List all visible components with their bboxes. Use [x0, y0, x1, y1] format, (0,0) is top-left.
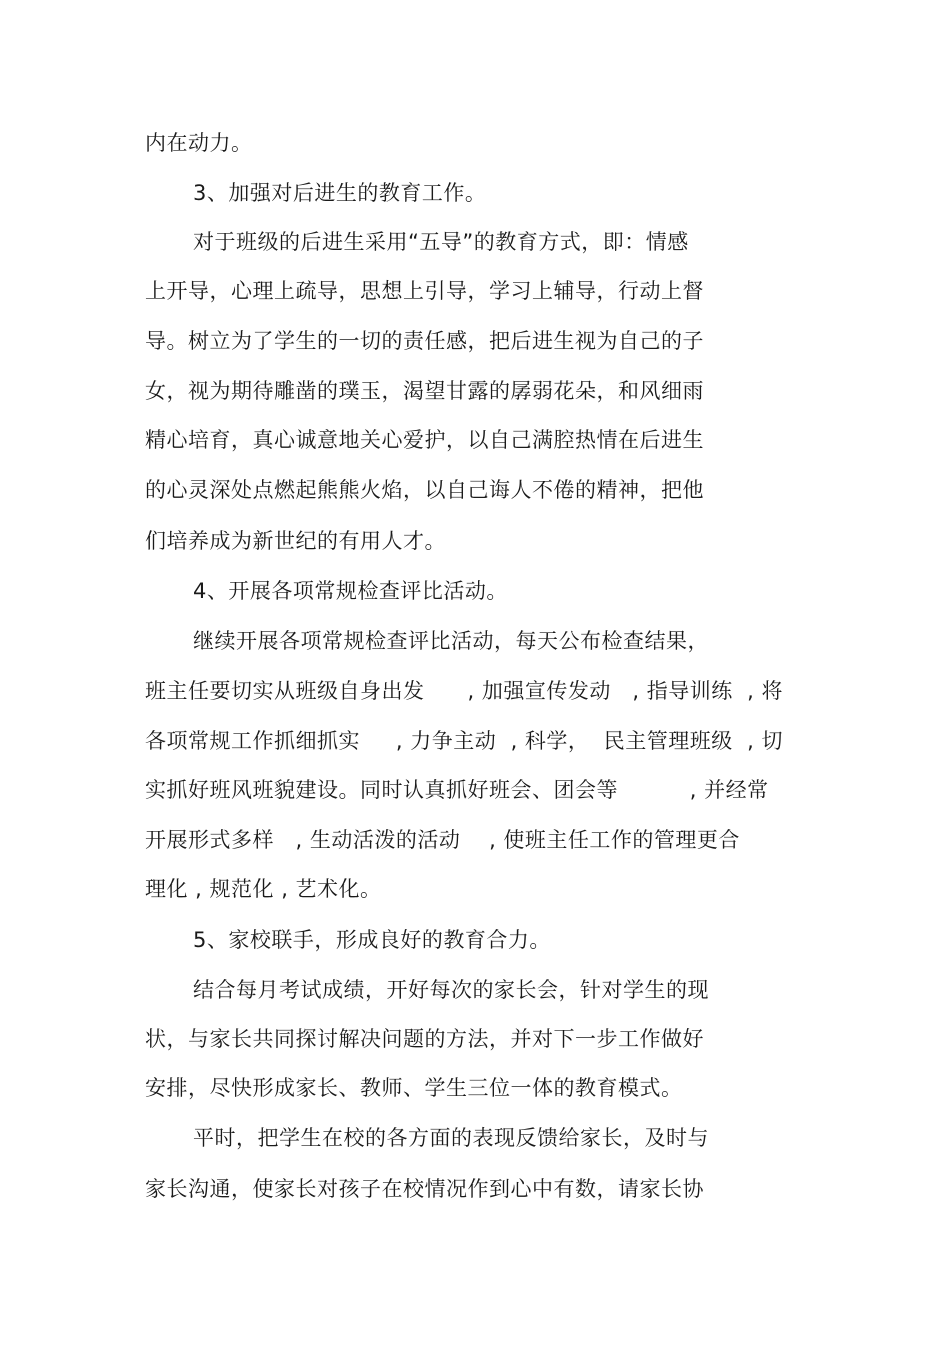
text-line: 实抓好班风班貌建设。同时认真抓好班会、团会等 , 并经常 [145, 778, 769, 802]
text-line: 各项常规工作抓细抓实 , 力争主动 , 科学， 民主管理班级 , 切 [145, 729, 783, 753]
text-line: 上开导，心理上疏导，思想上引导，学习上辅导，行动上督 [145, 279, 704, 303]
text-line: 导。树立为了学生的一切的责任感，把后进生视为自己的子 [145, 329, 704, 353]
text-line: 的心灵深处点燃起熊熊火焰，以自己诲人不倦的精神，把他 [145, 478, 704, 502]
text-line: 家长沟通，使家长对孩子在校情况作到心中有数，请家长协 [145, 1177, 704, 1201]
text-line: 安排，尽快形成家长、教师、学生三位一体的教育模式。 [145, 1076, 683, 1100]
text-line: 内在动力。 [145, 131, 253, 155]
text-line: 女，视为期待雕凿的璞玉，渴望甘露的孱弱花朵，和风细雨 [145, 379, 704, 403]
text-line: 继续开展各项常规检查评比活动，每天公布检查结果， [193, 629, 709, 653]
text-line: 精心培育，真心诚意地关心爱护，以自己满腔热情在后进生 [145, 428, 704, 452]
text-line: 状，与家长共同探讨解决问题的方法，并对下一步工作做好 [145, 1027, 704, 1051]
section-heading-3: 3、加强对后进生的教育工作。 [193, 181, 487, 205]
section-heading-5: 5、家校联手，形成良好的教育合力。 [193, 928, 551, 952]
text-line: 们培养成为新世纪的有用人才。 [145, 529, 446, 553]
text-line: 平时，把学生在校的各方面的表现反馈给家长，及时与 [193, 1126, 709, 1150]
text-line: 结合每月考试成绩，开好每次的家长会，针对学生的现 [193, 978, 709, 1002]
text-line: 班主任要切实从班级自身出发 , 加强宣传发动 , 指导训练 , 将 [145, 679, 783, 703]
text-line: 对于班级的后进生采用“五导”的教育方式，即：情感 [193, 230, 689, 254]
section-heading-4: 4、开展各项常规检查评比活动。 [193, 579, 508, 603]
text-line: 理化 , 规范化 , 艺术化。 [145, 877, 382, 901]
text-line: 开展形式多样 , 生动活泼的活动 , 使班主任工作的管理更合 [145, 828, 740, 852]
